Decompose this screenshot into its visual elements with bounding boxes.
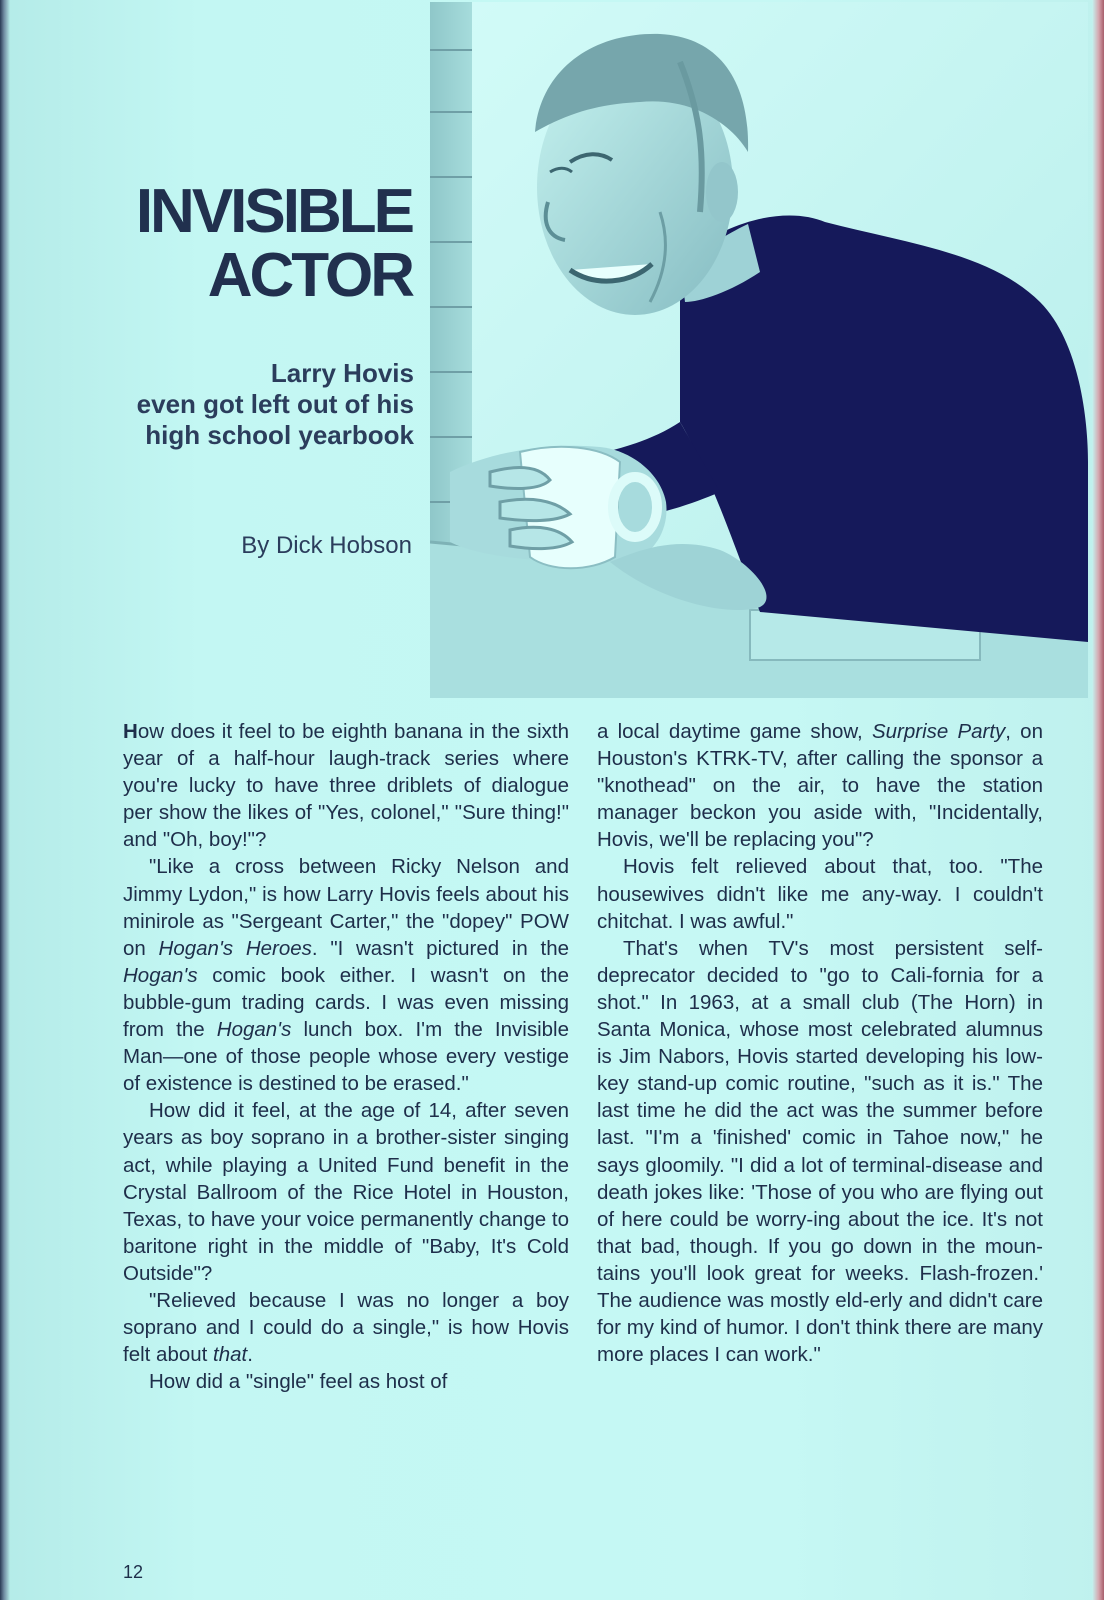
show-title-italic: Hogan's	[216, 1018, 292, 1042]
show-title-italic: Hogan's	[123, 963, 198, 987]
paragraph-1-text: ow does it feel to be eighth banana in the sixth year of a half-hour laugh-track series where you're lucky to have three driblets of dialogue per show the likes of "Yes, colonel," "Sure thing!" and "Oh, boy!"?	[123, 720, 569, 852]
subtitle-line-2: even got left out of his	[136, 389, 414, 419]
paragraph-8: That's when TV's most persistent self-deprecator decided to "go to Cali-fornia for a shot." In 1963, at a small club (The Horn) in Santa Monica, whose most celebrated alumnus is Jim Nabors, Hovis started developing his low-key stand-up comic routine, "such as it is." The last time he did the act was the summer before last. "I'm a 'finished' comic in Tahoe now," he says gloomily. "I did a lot of terminal-disease and death jokes like: 'Those of you who are flying out of here could be worry-ing about the ice. It's not that bad, though. If you go down in the moun-tains you'll look great for weeks. Flash-frozen.' The audience was mostly eld-erly and didn't care for my kind of humor. I don't think there are many more places I can work."	[597, 936, 1043, 1367]
paragraph-1	[123, 718, 569, 853]
paragraph-4-text-a: "Relieved because I was no longer a boy soprano and I could do a single," is how Hovis felt about	[123, 1288, 569, 1367]
paragraph-4	[123, 1287, 569, 1368]
paragraph-6-text-a: a local daytime game show,	[597, 720, 872, 743]
paragraph-2-text-d: lunch box. I'm the Invisible Man—one of those people whose every vestige of existence is destined to be erased."	[123, 1018, 569, 1096]
paragraph-6	[597, 718, 1043, 853]
paragraph-2	[123, 853, 569, 1097]
paragraph-2-text-a: "Like a cross between Ricky Nelson and Jimmy Lydon," is how Larry Hovis feels about his minirole as "Sergeant Carter," the "dopey" POW on	[123, 855, 569, 960]
page-right-edge	[1092, 0, 1104, 1600]
body-column-left	[123, 718, 569, 1395]
show-title-italic: Hogan's Heroes	[158, 936, 312, 960]
title-line-2: ACTOR	[207, 241, 412, 310]
body-column-right	[597, 718, 1043, 1368]
article-title	[135, 177, 412, 310]
emphasis-italic: that	[213, 1343, 248, 1367]
paragraph-5: How did a "single" feel as host of	[149, 1370, 448, 1394]
portrait-illustration	[430, 2, 1088, 698]
paragraph-2-text-c: comic book either. I wasn't on the bubble-gum trading cards. I was even missing from the	[123, 963, 569, 1042]
paragraph-3: How did it feel, at the age of 14, after seven years as boy soprano in a brother-sister singing act, while playing a United Fund benefit in the Crystal Ballroom of the Rice Hotel in Houston, Texas, to have your voice permanently change to baritone right in the middle of "Baby, It's Cold Outside"?	[123, 1099, 569, 1285]
portrait-photo	[430, 2, 1088, 698]
drop-cap: H	[123, 720, 138, 743]
paragraph-4-text-b: .	[247, 1343, 253, 1367]
paragraph-6-text-b: , on Houston's KTRK-TV, after calling the sponsor a "knothead" on the air, to have the station manager beckon you aside with, "Incidentally, Hovis, we'll be replacing you"?	[597, 720, 1043, 852]
show-title-italic: Surprise Party	[871, 720, 1006, 743]
paragraph-7: Hovis felt relieved about that, too. "The housewives didn't like me any-way. I couldn't chitchat. I was awful."	[597, 855, 1043, 933]
page-left-edge	[0, 0, 10, 1600]
byline: By Dick Hobson	[241, 532, 412, 559]
subtitle-line-3: high school yearbook	[145, 420, 414, 450]
paragraph-2-text-b: . "I wasn't pictured in the	[311, 936, 570, 960]
article-subtitle	[137, 358, 414, 451]
title-line-1: INVISIBLE	[135, 177, 412, 246]
subtitle-line-1: Larry Hovis	[270, 358, 414, 388]
page-number: 12	[123, 1562, 144, 1582]
